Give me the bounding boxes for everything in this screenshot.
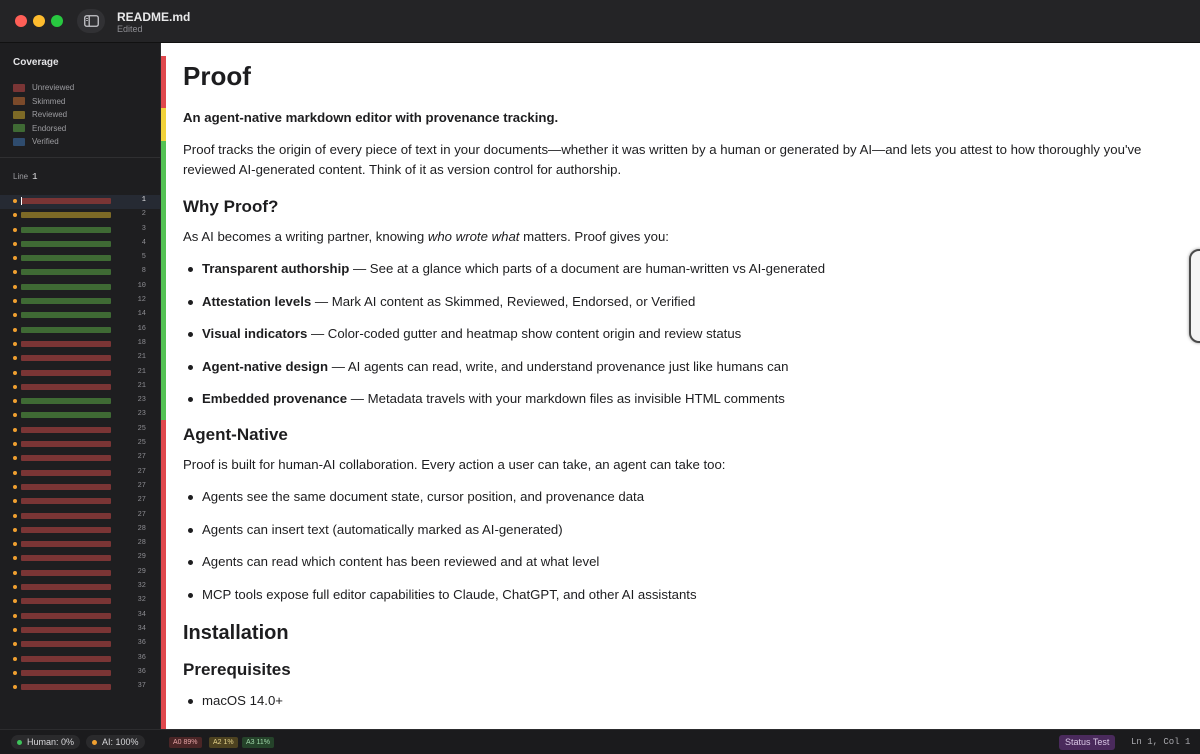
coverage-row[interactable]: [0, 681, 160, 695]
coverage-bar: [21, 584, 111, 590]
attestation-chip: A3 11%: [242, 737, 274, 748]
legend-item: [13, 122, 74, 136]
coverage-bar: [21, 198, 111, 204]
row-line-number: 36: [137, 653, 146, 662]
line-label: Line: [13, 172, 29, 181]
coverage-bar: [21, 212, 111, 218]
coverage-bar: [21, 656, 111, 662]
row-line-number: 18: [137, 338, 146, 347]
coverage-row[interactable]: [0, 595, 160, 609]
document-heading: Proof: [183, 61, 251, 91]
sidebar-toggle-button[interactable]: [77, 9, 105, 33]
ai-origin-dot: [13, 671, 17, 675]
ai-origin-dot: [13, 199, 17, 203]
coverage-row[interactable]: [0, 409, 160, 423]
coverage-bar: [21, 284, 111, 290]
close-window-button[interactable]: [15, 15, 27, 27]
ai-origin-dot: [13, 385, 17, 389]
coverage-row[interactable]: [0, 381, 160, 395]
legend-label: Reviewed: [32, 110, 68, 120]
ai-origin-dot: [13, 428, 17, 432]
ai-origin-dot: [13, 371, 17, 375]
legend-label: Skimmed: [32, 96, 66, 106]
agent-native-heading: Agent-Native: [183, 425, 288, 444]
legend-item: [13, 81, 74, 95]
ai-origin-dot: [13, 614, 17, 618]
ai-origin-dot: [13, 342, 17, 346]
bullet-icon: [188, 699, 193, 704]
coverage-row[interactable]: [0, 424, 160, 438]
row-line-number: 28: [137, 524, 146, 533]
coverage-bar: [21, 255, 111, 261]
row-line-number: 34: [137, 610, 146, 619]
row-line-number: 23: [137, 396, 146, 405]
coverage-bar: [21, 312, 111, 318]
row-line-number: 27: [137, 467, 146, 476]
ai-origin-dot: [13, 485, 17, 489]
coverage-row[interactable]: [0, 438, 160, 452]
gutter-segment-endorsed: [161, 141, 166, 420]
row-line-number: 16: [137, 324, 146, 333]
ai-origin-dot: [13, 413, 17, 417]
row-line-number: 27: [137, 481, 146, 490]
coverage-row[interactable]: [0, 395, 160, 409]
coverage-bar: [21, 613, 111, 619]
bullet-icon: [188, 365, 193, 370]
coverage-bar: [21, 398, 111, 404]
coverage-row[interactable]: [0, 209, 160, 223]
coverage-row[interactable]: [0, 295, 160, 309]
ai-origin-dot: [13, 542, 17, 546]
row-line-number: 32: [137, 596, 146, 605]
coverage-bar: [21, 598, 111, 604]
coverage-bar: [21, 570, 111, 576]
ai-origin-dot: [13, 528, 17, 532]
coverage-bar: [21, 384, 111, 390]
prerequisites-heading: Prerequisites: [183, 660, 291, 679]
coverage-row[interactable]: [0, 367, 160, 381]
ai-origin-dot: [13, 642, 17, 646]
ai-origin-dot: [13, 356, 17, 360]
coverage-title: Coverage: [13, 57, 59, 68]
sidebar-icon: [84, 15, 99, 27]
legend-swatch: [13, 97, 25, 105]
intro-paragraph: Proof tracks the origin of every piece of text in your documents—whether it was written by a human or generated by AI—and lets you attest to how thoroughly you've reviewed AI-generated content. Think of it as version control for authorship.: [183, 142, 1142, 177]
ai-origin-dot: [13, 585, 17, 589]
bullet-icon: [188, 332, 193, 337]
legend-swatch: [13, 138, 25, 146]
provenance-gutter: [161, 43, 166, 729]
ai-origin-dot: [13, 213, 17, 217]
ai-origin-dot: [13, 685, 17, 689]
gutter-segment-reviewed: [161, 108, 166, 141]
ai-origin-dot: [13, 456, 17, 460]
attestation-chip: A2 1%: [209, 737, 238, 748]
cursor-position: Ln 1, Col 1: [1131, 737, 1191, 747]
coverage-bar: [21, 370, 111, 376]
coverage-bar: [21, 241, 111, 247]
ai-origin-dot: [13, 399, 17, 403]
coverage-bar: [21, 227, 111, 233]
coverage-bar: [21, 441, 111, 447]
row-line-number: 27: [137, 453, 146, 462]
row-line-number: 10: [137, 281, 146, 290]
scroll-handle[interactable]: [1189, 249, 1200, 343]
coverage-bar: [21, 627, 111, 633]
legend-item: [13, 135, 74, 149]
coverage-row[interactable]: [0, 510, 160, 524]
coverage-bar: [21, 541, 111, 547]
ai-origin-dot: [13, 514, 17, 518]
line-number: 1: [32, 172, 38, 182]
ai-origin-dot: [13, 299, 17, 303]
ai-origin-dot: [13, 228, 17, 232]
gutter-segment-unreviewed: [161, 420, 166, 729]
attestation-chip: A0 89%: [169, 737, 202, 748]
coverage-bar: [21, 455, 111, 461]
coverage-bar: [21, 527, 111, 533]
document-status: Edited: [117, 24, 143, 34]
human-share-indicator: Human: 0%: [11, 735, 80, 749]
bullet-icon: [188, 593, 193, 598]
row-line-number: 21: [137, 381, 146, 390]
row-line-number: 25: [137, 424, 146, 433]
human-status-dot: [17, 740, 22, 745]
row-line-number: 27: [137, 510, 146, 519]
ai-origin-dot: [13, 599, 17, 603]
ai-origin-dot: [13, 242, 17, 246]
coverage-row[interactable]: [0, 567, 160, 581]
coverage-bar: [21, 269, 111, 275]
ai-origin-dot: [13, 471, 17, 475]
legend-swatch: [13, 124, 25, 132]
row-line-number: 21: [137, 353, 146, 362]
ai-origin-dot: [13, 285, 17, 289]
row-line-number: 29: [137, 553, 146, 562]
coverage-row[interactable]: [0, 538, 160, 552]
legend-swatch: [13, 84, 25, 92]
coverage-bar: [21, 412, 111, 418]
title-bar: [0, 0, 1200, 43]
ai-origin-dot: [13, 442, 17, 446]
row-line-number: 32: [137, 582, 146, 591]
sidebar-divider: [0, 157, 160, 158]
row-line-number: 12: [137, 296, 146, 305]
coverage-row[interactable]: [0, 495, 160, 509]
legend-label: Endorsed: [32, 123, 67, 133]
installation-heading: Installation: [183, 622, 289, 644]
row-line-number: 29: [137, 567, 146, 576]
coverage-bar: [21, 470, 111, 476]
coverage-row[interactable]: [0, 238, 160, 252]
row-line-number: 37: [137, 682, 146, 691]
legend-swatch: [13, 111, 25, 119]
coverage-row[interactable]: [0, 309, 160, 323]
coverage-row[interactable]: [0, 224, 160, 238]
coverage-row[interactable]: [0, 624, 160, 638]
coverage-row[interactable]: [0, 252, 160, 266]
row-line-number: 25: [137, 439, 146, 448]
coverage-bar: [21, 298, 111, 304]
document-title: README.md: [117, 10, 191, 24]
coverage-row[interactable]: [0, 338, 160, 352]
why-intro: As AI becomes a writing partner, knowing who wrote what matters. Proof gives you:: [183, 229, 669, 244]
coverage-row[interactable]: [0, 467, 160, 481]
minimize-window-button[interactable]: [33, 15, 45, 27]
ai-origin-dot: [13, 556, 17, 560]
row-line-number: 8: [141, 267, 146, 276]
coverage-row[interactable]: [0, 667, 160, 681]
coverage-bar: [21, 684, 111, 690]
row-line-number: 1: [141, 196, 146, 204]
row-line-number: 5: [141, 253, 146, 262]
current-line-indicator: [13, 172, 38, 182]
emphasis-text: who wrote what: [427, 229, 520, 244]
coverage-row[interactable]: [0, 281, 160, 295]
coverage-row[interactable]: [0, 552, 160, 566]
coverage-map[interactable]: [0, 195, 160, 695]
ai-origin-dot: [13, 270, 17, 274]
coverage-row[interactable]: [0, 266, 160, 280]
gutter-segment-ai: [161, 56, 166, 108]
legend-label: Verified: [32, 137, 59, 147]
ai-origin-dot: [13, 657, 17, 661]
row-line-number: 27: [137, 496, 146, 505]
bullet-icon: [188, 300, 193, 305]
coverage-row[interactable]: [0, 638, 160, 652]
coverage-row[interactable]: [0, 581, 160, 595]
tagline: An agent-native markdown editor with provenance tracking.: [183, 110, 559, 125]
row-line-number: 34: [137, 624, 146, 633]
coverage-bar: [21, 641, 111, 647]
ai-origin-dot: [13, 256, 17, 260]
coverage-bar: [21, 513, 111, 519]
bullet-icon: [188, 560, 193, 565]
coverage-bar: [21, 427, 111, 433]
coverage-row[interactable]: [0, 524, 160, 538]
bullet-icon: [188, 267, 193, 272]
status-bar: [0, 729, 1200, 754]
coverage-row[interactable]: [0, 481, 160, 495]
bullet-icon: [188, 495, 193, 500]
coverage-bar: [21, 484, 111, 490]
coverage-bar: [21, 355, 111, 361]
coverage-bar: [21, 341, 111, 347]
ai-share-indicator: AI: 100%: [86, 735, 145, 749]
bullet-icon: [188, 397, 193, 402]
editor-pane[interactable]: Proof An agent-native markdown editor with provenance tracking. Proof tracks the origin of every piece of text in your documents—whether it was written by a human or generated by AI—and lets you attest to how thoroughly you've reviewed AI-generated content. Think of it as version control for authorship. Why Proof? As AI becomes a writing partner, knowing who wrote what matters. Proof gives you: Transparent authorship — See at a glance which parts of a document are human-written vs AI-generated Attestation levels — Mark AI content as Skimmed, Reviewed, Endorsed, or Verified Visual indicators — Color-coded gutter and heatmap show content origin and review status Agent-native design — AI agents can read, write, and understand provenance just like humans can Embedded provenance — Metadata travels with your markdown files as invisible HTML comments Agent-Native Proof is built for human-AI collaboration. Every action a user can take, an agent can take too: Agents see the same document state, cursor position, and provenance data Agents can insert text (automatically marked as AI-generated) Agents can read which content has been reviewed and at what level MCP tools expose full editor capabilities to Claude, ChatGPT, and other AI assistants Installation Prerequisites macOS 14.0+: [161, 43, 1200, 729]
legend-label: Unreviewed: [32, 83, 75, 93]
row-line-number: 4: [141, 238, 146, 247]
coverage-bar: [21, 498, 111, 504]
coverage-row[interactable]: [0, 610, 160, 624]
coverage-row[interactable]: [0, 324, 160, 338]
row-line-number: 36: [137, 667, 146, 676]
coverage-bar: [21, 327, 111, 333]
ai-origin-dot: [13, 313, 17, 317]
coverage-row[interactable]: [0, 352, 160, 366]
zoom-window-button[interactable]: [51, 15, 63, 27]
coverage-row[interactable]: [0, 653, 160, 667]
ai-origin-dot: [13, 571, 17, 575]
legend-item: [13, 95, 74, 109]
row-line-number: 2: [141, 210, 146, 219]
row-line-number: 3: [141, 224, 146, 233]
ai-origin-dot: [13, 499, 17, 503]
why-heading: Why Proof?: [183, 197, 279, 216]
status-test-button[interactable]: Status Test: [1059, 735, 1115, 750]
coverage-row[interactable]: [0, 452, 160, 466]
row-line-number: 23: [137, 410, 146, 419]
coverage-bar: [21, 670, 111, 676]
legend-item: [13, 108, 74, 122]
agent-intro: Proof is built for human-AI collaboration. Every action a user can take, an agent can take too:: [183, 457, 726, 472]
current-line-cursor: [21, 197, 22, 205]
row-line-number: 28: [137, 539, 146, 548]
row-line-number: 36: [137, 639, 146, 648]
row-line-number: 21: [137, 367, 146, 376]
ai-origin-dot: [13, 628, 17, 632]
coverage-row[interactable]: [0, 195, 160, 209]
ai-origin-dot: [13, 328, 17, 332]
coverage-legend: [13, 81, 74, 149]
bullet-icon: [188, 528, 193, 533]
row-line-number: 14: [137, 310, 146, 319]
coverage-sidebar: [0, 43, 161, 729]
coverage-bar: [21, 555, 111, 561]
ai-status-dot: [92, 740, 97, 745]
